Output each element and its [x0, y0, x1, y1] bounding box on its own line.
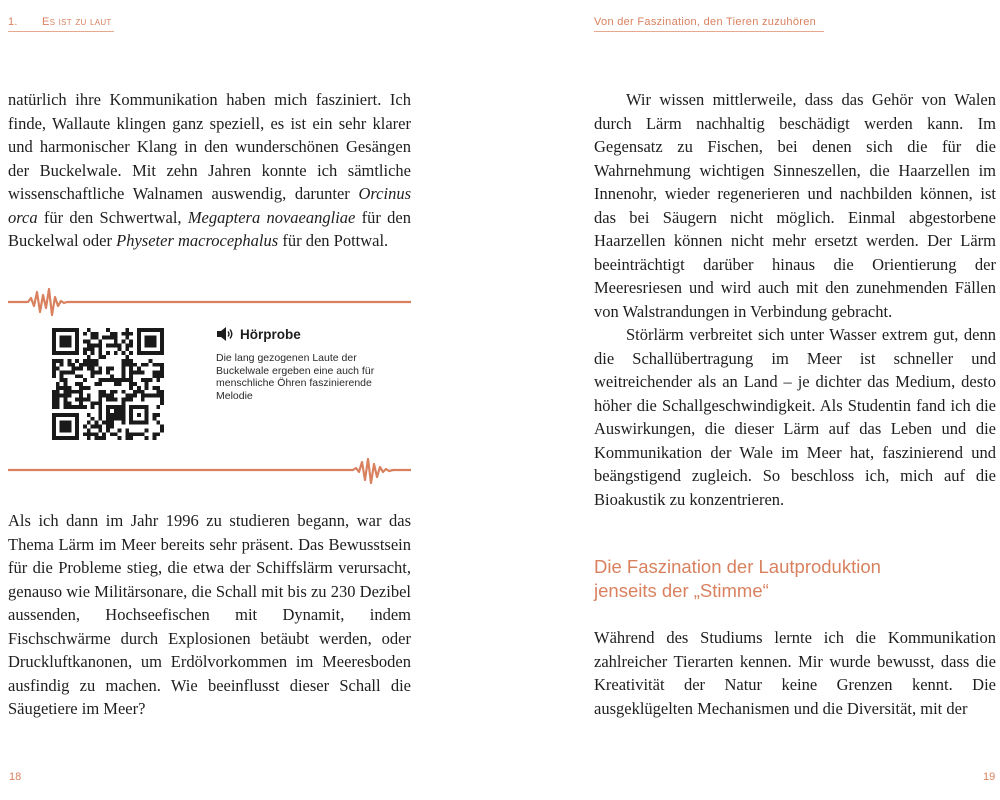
chapter-title: Es ist zu laut — [42, 16, 112, 28]
species-megaptera: Megaptera novaeangliae — [187, 207, 356, 227]
right-paragraph-3: Während des Studiums lernte ich die Kommunikation zahlreicher Tierarten kennen. Mir wurde bewusst, dass die Kreativität der Natur keine Grenzen kennt. Die ausgeklügelten Mechanismen und die Diversität, mit der — [594, 628, 996, 718]
left-paragraph-1: natürlich ihre Kommunikation haben mich fasziniert. Ich finde, Wallaute klingen ganz speziell, es ist ein sehr klarer und harmonischer Klang in den wunderschönen Gesängen der Buckelwale. Mit zehn Jahren konnte ich sämtliche wissenschaftliche Walnamen auswendig, darunter Orcinus orca für den Schwertwal, Megaptera novaeangliae für den Buckelwal oder Physeter macrocephalus für den Pottwal. — [8, 90, 411, 250]
right-column — [594, 88, 996, 511]
audio-title[interactable] — [216, 326, 301, 342]
top-waveform-divider — [8, 288, 411, 318]
page-number-right: 19 — [983, 771, 996, 783]
chapter-number: 1. — [8, 16, 18, 28]
audio-description: Die lang gezogenen Laute der Buckelwale ergeben eine auch für menschliche Öhren faszinierende Melodie — [216, 352, 375, 402]
running-head-right: Von der Faszination, den Tieren zuzuhören — [594, 16, 824, 32]
species-physeter: Physeter macrocephalus — [116, 231, 279, 250]
left-paragraph-2: Als ich dann im Jahr 1996 zu studieren begann, war das Thema Lärm im Meer bereits sehr präsent. Das Bewusstsein für die Probleme stieg, die etwa der Schiffslärm verursacht, genauso wie Militärsonare, die Schall mit bis zu 230 Dezibel aussenden, Hochseefischen mit Dynamit, indem Fischschwärme durch Explosionen betäubt werden, oder Druckluftkanonen, um Erdölvorkommen im Meeresboden ausfindig zu machen. Wie beeinflusst dieser Schall die Säugetiere im Meer? — [8, 511, 411, 718]
right-paragraph-1: Wir wissen mittlerweile, dass das Gehör von Walen durch Lärm nachhaltig beschädigt werden kann. Im Gegensatz zu Fischen, bei denen sich die für die Wahrnehmung wichtigen Sinneszellen, die Haarzellen im Innenohr, wieder regenerieren und nachbilden können, ist das bei Säugern nicht möglich. Einmal abgestorbene Haarzellen können nicht mehr ersetzt werden. Der Lärm beeinträchtigt darüber hinaus die Orientierung der Meeresriesen und wird auch mit den zunehmenden Fällen von Walstrandungen in Verbindung gebracht. — [594, 90, 996, 321]
section-heading-line-2: jenseits der „Stimme“ — [594, 580, 769, 601]
section-heading — [594, 555, 994, 603]
right-paragraph-2: Störlärm verbreitet sich unter Wasser extrem gut, denn die Schallübertragung im Meer ist schneller und weitreichender als an Land – je dichter das Medium, desto höher die Schallgeschwindigkeit. Als Studentin fand ich die Auswirkungen, die dieser Lärm auf das Leben und die Kommunikation der Wale im Meer hat, faszinierend und beängstigend zugleich. So beschloss ich, mich auf die Bioakustik zu konzentrieren. — [594, 325, 996, 509]
bottom-waveform-divider — [8, 456, 411, 486]
qr-code[interactable] — [52, 328, 164, 440]
audio-title-text: Hörprobe — [240, 326, 301, 342]
speaker-icon — [216, 326, 234, 342]
page-number-left: 18 — [9, 771, 22, 783]
audio-sample-box — [8, 288, 411, 488]
running-head-left — [8, 16, 114, 32]
species-orcinus-orca: Orcinus orca — [8, 184, 411, 227]
section-heading-line-1: Die Faszination der Lautproduktion — [594, 556, 881, 577]
